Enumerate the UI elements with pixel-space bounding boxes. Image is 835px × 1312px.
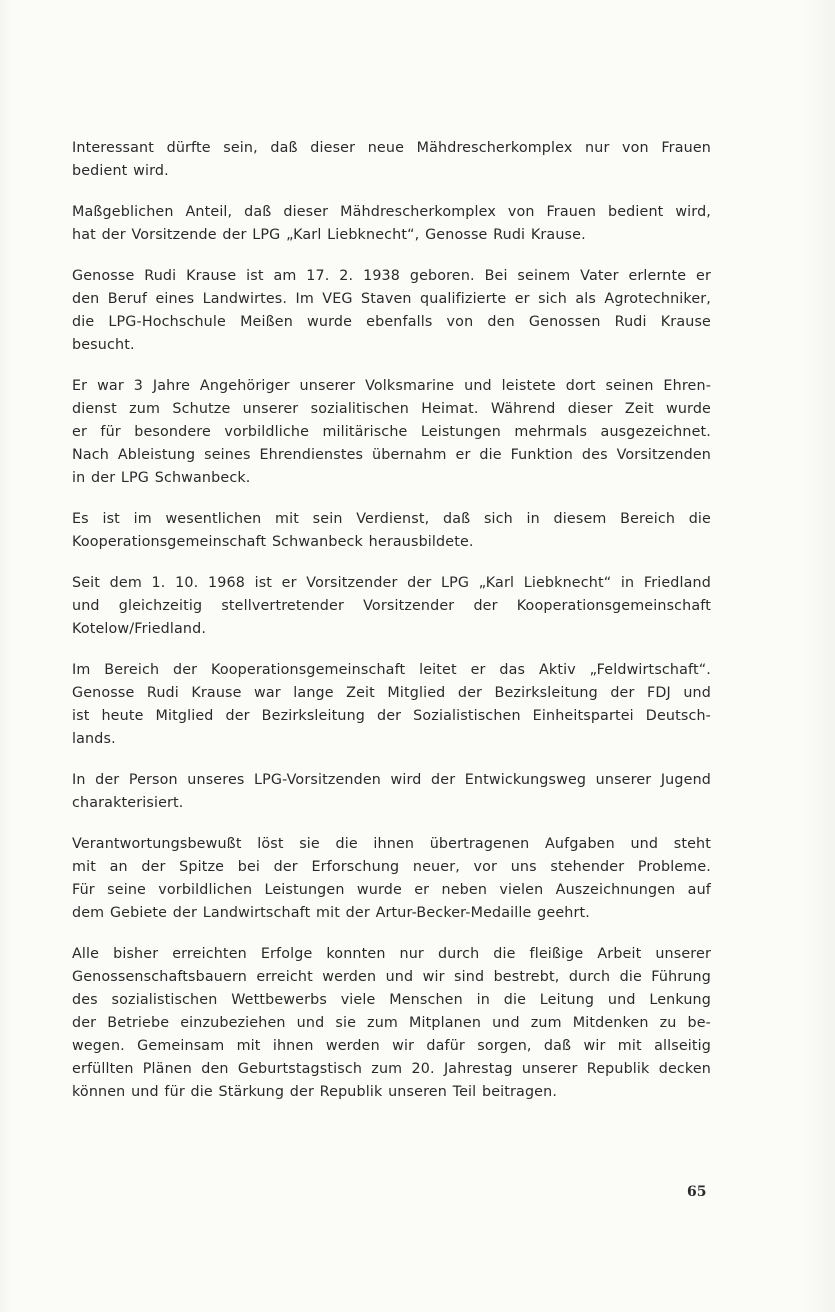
page-number: 65 [687,1184,707,1200]
paragraph [72,137,711,183]
paragraph [72,201,711,247]
text-line: Nach Ableistung seines Ehrendienstes übernahm er die Funktion des Vorsitzenden [72,447,711,463]
text-line: er für besondere vorbildliche militärische Leistungen mehrmals ausgezeichnet. [72,424,711,440]
text-line: Es ist im wesentlichen mit sein Verdienst, daß sich in diesem Bereich die [72,511,711,527]
text-line: können und für die Stärkung der Republik unseren Teil beitragen. [72,1084,558,1100]
text-line: erfüllten Plänen den Geburtstagstisch zum 20. Jahrestag unserer Republik decken [72,1061,711,1077]
paragraph [72,375,711,490]
paragraph [72,833,711,925]
text-line: dienst zum Schutze unserer sozialitischen Heimat. Während dieser Zeit wurde [72,401,711,417]
text-line: die LPG-Hochschule Meißen wurde ebenfalls von den Genossen Rudi Krause [72,314,711,330]
paragraph [72,508,711,554]
text-line: Genosse Rudi Krause ist am 17. 2. 1938 geboren. Bei seinem Vater erlernte er [72,268,711,284]
text-line: Im Bereich der Kooperationsgemeinschaft leitet er das Aktiv „Feldwirtschaft“. [72,662,711,678]
text-line: in der LPG Schwanbeck. [72,470,251,486]
text-line: Seit dem 1. 10. 1968 ist er Vorsitzender der LPG „Karl Liebknecht“ in Friedland [72,575,711,591]
text-line: dem Gebiete der Landwirtschaft mit der Artur-Becker-Medaille geehrt. [72,905,590,921]
text-line: Er war 3 Jahre Angehöriger unserer Volksmarine und leistete dort seinen Ehren- [72,378,711,394]
text-line: Genossenschaftsbauern erreicht werden und wir sind bestrebt, durch die Führung [72,969,711,985]
text-line: Kotelow/Friedland. [72,621,207,637]
text-line: Genosse Rudi Krause war lange Zeit Mitglied der Bezirksleitung der FDJ und [72,685,711,701]
paragraph [72,769,711,815]
text-line: Für seine vorbildlichen Leistungen wurde er neben vielen Auszeichnungen auf [72,882,711,898]
text-line: Maßgeblichen Anteil, daß dieser Mähdrescherkomplex von Frauen bedient wird, [72,204,711,220]
paragraph [72,659,711,751]
text-line: In der Person unseres LPG-Vorsitzenden wird der Entwickungsweg unserer Jugend [72,772,711,788]
paragraph [72,943,711,1104]
text-line: Interessant dürfte sein, daß dieser neue Mähdrescherkomplex nur von Frauen [72,140,711,156]
paragraph [72,265,711,357]
text-line: der Betriebe einzubeziehen und sie zum Mitplanen und zum Mitdenken zu be- [72,1015,711,1031]
text-line: ist heute Mitglied der Bezirksleitung der Sozialistischen Einheitspartei Deutsch- [72,708,711,724]
text-line: Alle bisher erreichten Erfolge konnten nur durch die fleißige Arbeit unserer [72,946,711,962]
text-line: den Beruf eines Landwirtes. Im VEG Staven qualifizierte er sich als Agrotechniker, [72,291,711,307]
paragraph [72,572,711,641]
text-line: bedient wird. [72,163,169,179]
text-line: charakterisiert. [72,795,184,811]
text-line: und gleichzeitig stellvertretender Vorsitzender der Kooperationsgemeinschaft [72,598,711,614]
text-line: besucht. [72,337,135,353]
body-text [72,137,711,1122]
text-line: Kooperationsgemeinschaft Schwanbeck herausbildete. [72,534,474,550]
text-line: mit an der Spitze bei der Erforschung neuer, vor uns stehender Probleme. [72,859,711,875]
text-line: lands. [72,731,116,747]
text-line: des sozialistischen Wettbewerbs viele Menschen in die Leitung und Lenkung [72,992,711,1008]
text-line: Verantwortungsbewußt löst sie die ihnen übertragenen Aufgaben und steht [72,836,711,852]
text-line: hat der Vorsitzende der LPG „Karl Liebknecht“, Genosse Rudi Krause. [72,227,586,243]
text-line: wegen. Gemeinsam mit ihnen werden wir dafür sorgen, daß wir mit allseitig [72,1038,711,1054]
